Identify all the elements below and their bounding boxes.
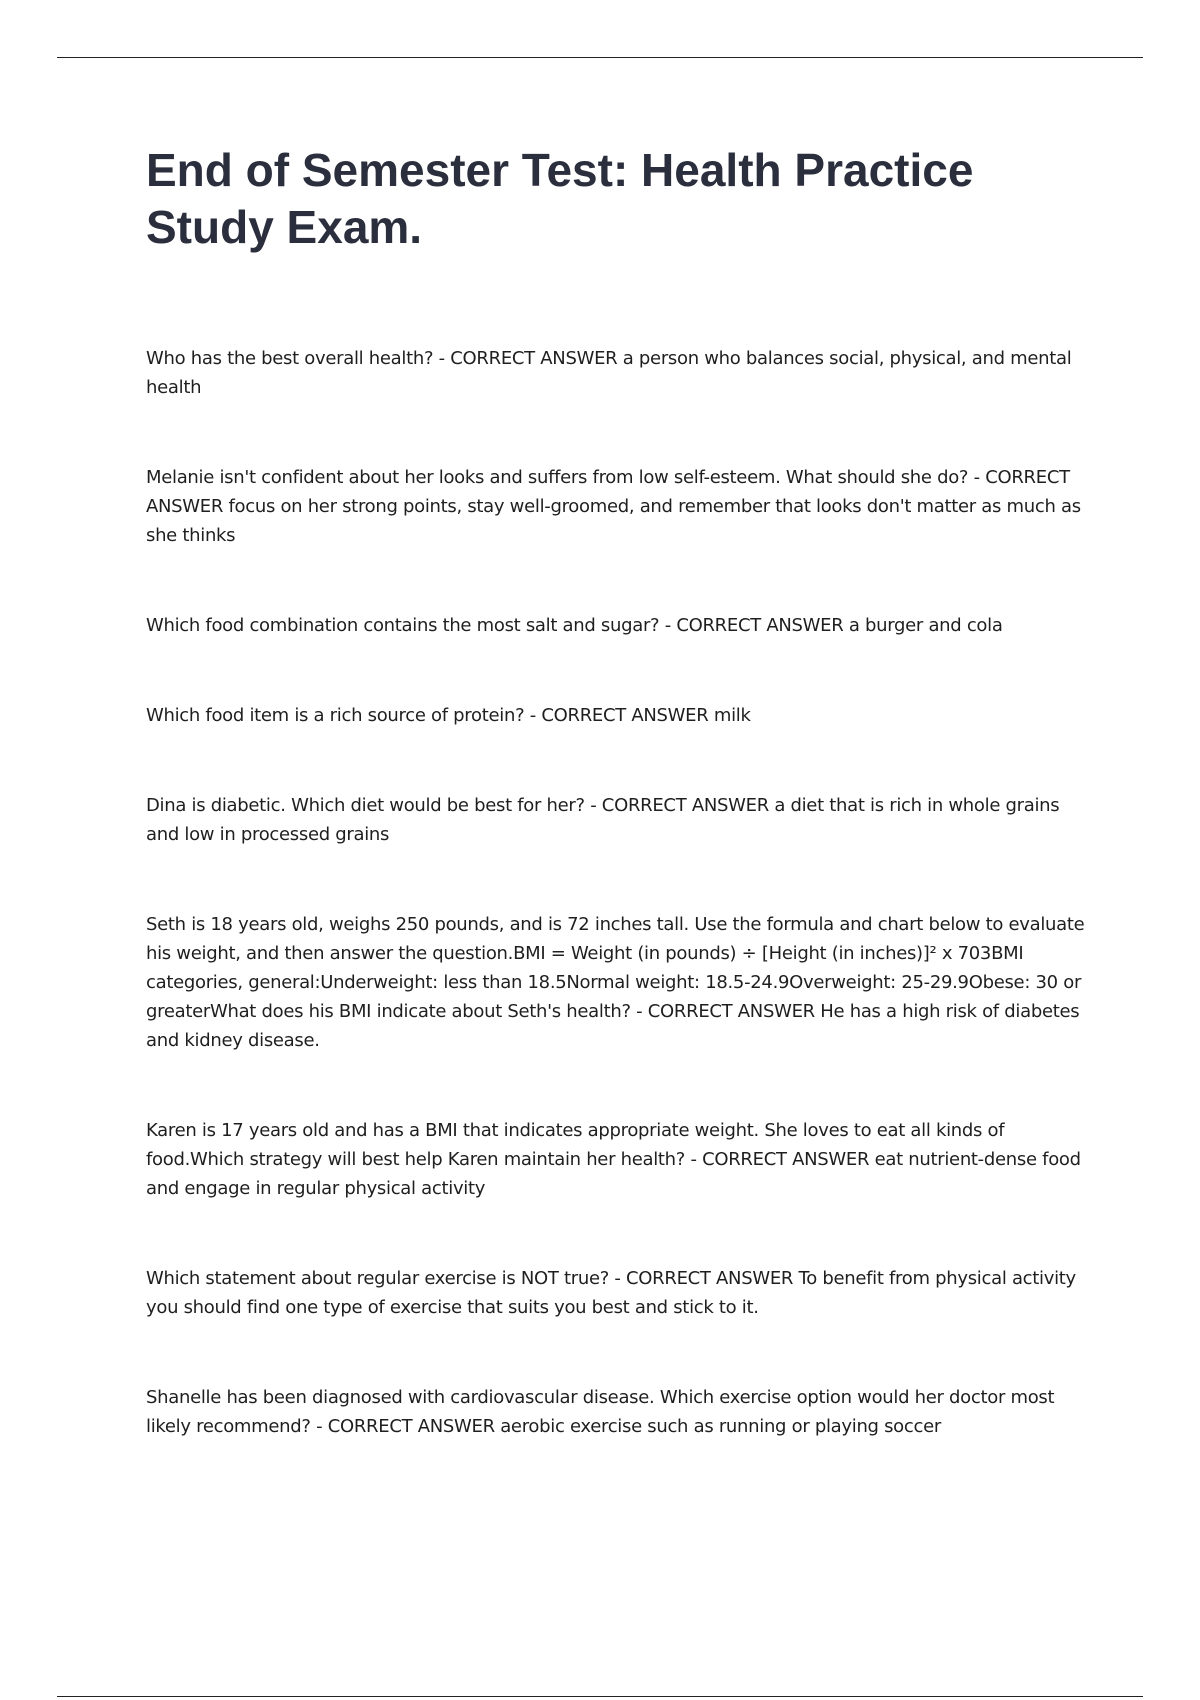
bottom-divider [57, 1696, 1143, 1697]
document-title: End of Semester Test: Health Practice Study Exam. [146, 144, 974, 253]
qa-item-9: Shanelle has been diagnosed with cardiovascular disease. Which exercise option would her doctor most likely recommend? - CORRECT ANSWER aerobic exercise such as running or playing soccer [146, 1387, 1055, 1437]
top-divider [57, 57, 1143, 58]
qa-item-1: Who has the best overall health? - CORRECT ANSWER a person who balances social, physical, and mental health [146, 348, 1072, 398]
qa-item-6: Seth is 18 years old, weighs 250 pounds, and is 72 inches tall. Use the formula and chart below to evaluate his weight, and then answer the question.BMI = Weight (in pounds) ÷ [Height (in inches)]² x 703BMI categories, general:Underweight: less than 18.5Normal weight: 18.5-24.9Overweight: 25-29.9Obese: 30 or greaterWhat does his BMI indicate about Seth's health? - CORRECT ANSWER He has a high risk of diabetes and kidney disease. [146, 914, 1085, 1051]
qa-list [146, 344, 1094, 1441]
qa-item-3: Which food combination contains the most salt and sugar? - CORRECT ANSWER a burger and cola [146, 615, 1003, 636]
qa-item-7: Karen is 17 years old and has a BMI that indicates appropriate weight. She loves to eat all kinds of food.Which strategy will best help Karen maintain her health? - CORRECT ANSWER eat nutrient-dense food and engage in regular physical activity [146, 1120, 1081, 1199]
qa-item-2: Melanie isn't confident about her looks and suffers from low self-esteem. What should she do? - CORRECT ANSWER focus on her strong points, stay well-groomed, and remember that looks don't matter as much as she thinks [146, 467, 1081, 546]
qa-item-5: Dina is diabetic. Which diet would be best for her? - CORRECT ANSWER a diet that is rich in whole grains and low in processed grains [146, 795, 1060, 845]
qa-item-8: Which statement about regular exercise is NOT true? - CORRECT ANSWER To benefit from physical activity you should find one type of exercise that suits you best and stick to it. [146, 1268, 1076, 1318]
document-page [146, 142, 1094, 1502]
qa-item-4: Which food item is a rich source of protein? - CORRECT ANSWER milk [146, 705, 751, 726]
